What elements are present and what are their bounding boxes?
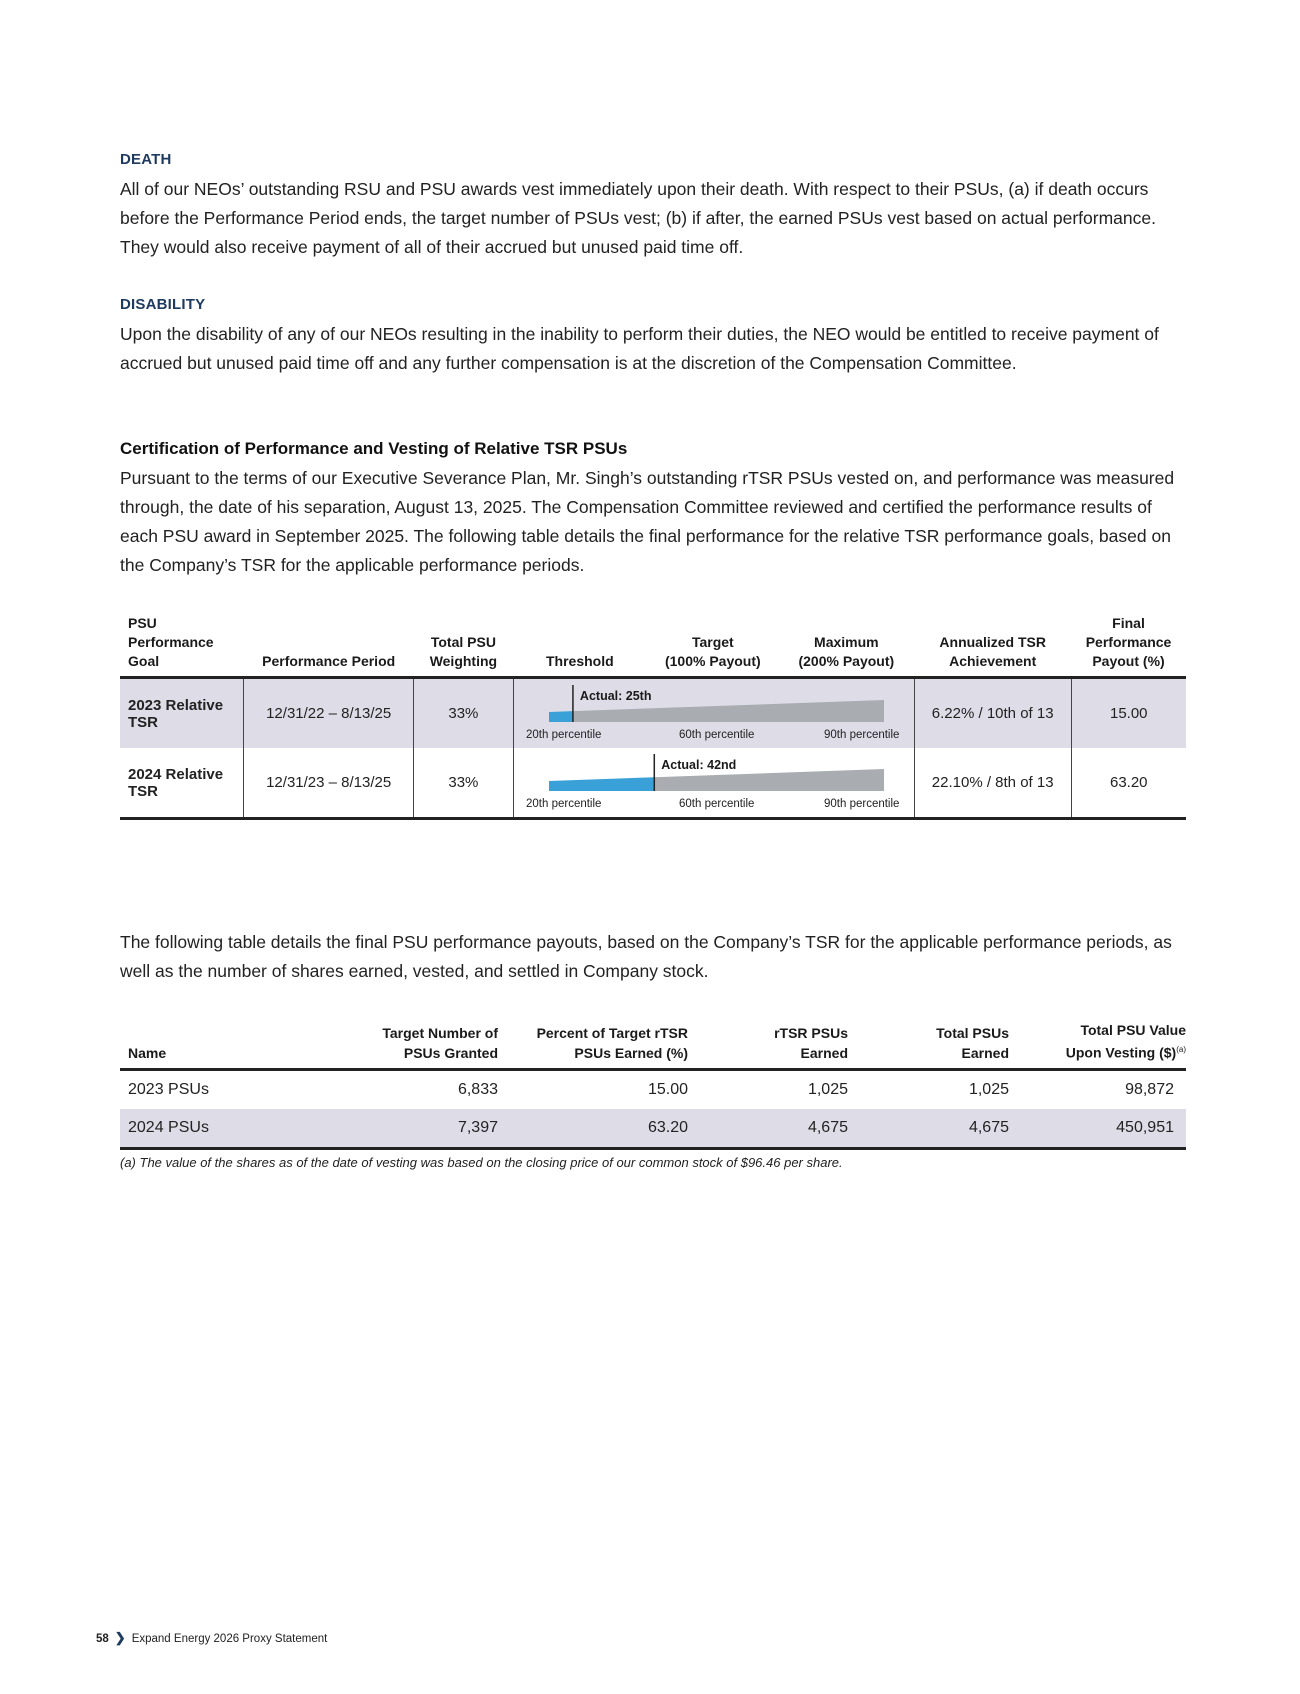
death-heading: DEATH xyxy=(120,151,172,168)
period-cell: 12/31/22 – 8/13/25 xyxy=(244,678,414,749)
perf-header-row xyxy=(120,614,1186,678)
header-payout: Final Performance Payout (%) xyxy=(1071,614,1186,678)
header-total-earned: Total PSUs Earned xyxy=(860,1020,1021,1069)
percentile-chart-cell xyxy=(513,678,914,749)
actual-label: Actual: 25th xyxy=(579,689,652,703)
certification-heading: Certification of Performance and Vesting of Relative TSR PSUs xyxy=(120,439,628,458)
percent-cell: 15.00 xyxy=(647,1080,688,1098)
chevron-right-icon: ❯ xyxy=(114,1630,126,1645)
scale-label: 60th percentile xyxy=(678,798,755,810)
header-achievement: Annualized TSR Achievement xyxy=(914,614,1071,678)
percentile-chart xyxy=(514,748,914,817)
footer-title: Expand Energy 2026 Proxy Statement xyxy=(131,1633,328,1645)
header-target: Target (100% Payout) xyxy=(664,634,761,669)
header-weighting: Total PSU Weighting xyxy=(413,614,513,678)
footnote: (a) The value of the shares as of the date of vesting was based on the closing price of our common stock of $96.46 per share. xyxy=(120,1155,843,1170)
scale-label: 20th percentile xyxy=(525,729,602,741)
disability-paragraph: Upon the disability of any of our NEOs resulting in the inability to perform their duties, the NEO would be entitled to receive payment of accrued but unused paid time off and any further compensation is at the discretion of the Compensation Committee. xyxy=(120,324,1159,373)
payout-cell: 63.20 xyxy=(1071,748,1186,819)
target-cell: 7,397 xyxy=(340,1109,510,1149)
header-threshold: Threshold xyxy=(546,653,614,669)
perf-row-2023 xyxy=(120,678,1186,749)
header-name: Name xyxy=(120,1020,340,1069)
name-cell: 2024 PSUs xyxy=(120,1109,340,1149)
header-total-value: Total PSU Value Upon Vesting ($)$^{(a)}$ xyxy=(1021,1020,1186,1069)
page-footer xyxy=(96,1630,327,1646)
goal-cell: 2024 Relative TSR xyxy=(120,748,244,819)
rtsr-cell: 4,675 xyxy=(700,1109,860,1149)
actual-label: Actual: 42nd xyxy=(661,758,737,772)
header-percent-earned: Percent of Target rTSR PSUs Earned (%) xyxy=(510,1020,700,1069)
actual-bar xyxy=(549,711,573,722)
header-goal: PSU Performance Goal xyxy=(120,614,244,678)
scale-label: 20th percentile xyxy=(525,798,602,810)
header-scale xyxy=(513,614,914,678)
value-cell: 450,951 xyxy=(1021,1109,1186,1149)
header-maximum: Maximum (200% Payout) xyxy=(798,634,895,669)
footnote-marker: (a) xyxy=(1176,1045,1186,1054)
disability-heading: DISABILITY xyxy=(120,296,206,313)
scale-label: 60th percentile xyxy=(678,729,755,741)
percentile-chart xyxy=(514,679,914,748)
total-cell: 4,675 xyxy=(860,1109,1021,1149)
weighting-cell: 33% xyxy=(413,748,513,819)
page-number: 58 xyxy=(96,1633,109,1645)
rtsr-cell: 1,025 xyxy=(807,1080,848,1098)
percentile-chart-cell xyxy=(513,748,914,819)
achievement-cell: 22.10% / 8th of 13 xyxy=(914,748,1071,819)
name-cell: 2023 PSUs xyxy=(128,1080,209,1098)
payout-cell: 15.00 xyxy=(1071,678,1186,749)
certification-paragraph: Pursuant to the terms of our Executive Severance Plan, Mr. Singh’s outstanding rTSR PSUs vested on, and performance was measured through, the date of his separation, August 13, 2025. The Compensation Committee reviewed and certified the performance results of each PSU award in September 2025. The following table details the final performance for the relative TSR performance goals, based on the Company’s TSR for the applicable performance periods. xyxy=(120,468,1175,575)
weighting-cell: 33% xyxy=(413,678,513,749)
death-paragraph: All of our NEOs’ outstanding RSU and PSU awards vest immediately upon their death. With respect to their PSUs, (a) if death occurs before the Performance Period ends, the target number of PSUs vest; (b) if after, the earned PSUs vest based on actual performance. They would also receive payment of all of their accrued but unused paid time off. xyxy=(120,179,1156,257)
header-target-number: Target Number of PSUs Granted xyxy=(340,1020,510,1069)
actual-bar xyxy=(549,777,654,791)
scale-label: 90th percentile xyxy=(823,798,900,810)
scale-bar xyxy=(573,700,884,722)
period-cell: 12/31/23 – 8/13/25 xyxy=(244,748,414,819)
payout-row-2023 xyxy=(120,1069,1186,1109)
total-cell: 1,025 xyxy=(968,1080,1009,1098)
header-rtsr-earned: rTSR PSUs Earned xyxy=(700,1020,860,1069)
scale-label: 90th percentile xyxy=(823,729,900,741)
goal-cell: 2023 Relative TSR xyxy=(120,678,244,749)
psu-performance-table xyxy=(120,614,1186,820)
achievement-cell: 6.22% / 10th of 13 xyxy=(914,678,1071,749)
scale-bar xyxy=(654,769,884,791)
psu-payout-table xyxy=(120,1020,1186,1150)
payout-row-2024 xyxy=(120,1109,1186,1149)
perf-row-2024 xyxy=(120,748,1186,819)
payout-intro-paragraph: The following table details the final PSU performance payouts, based on the Company’s TSR for the applicable performance periods, as well as the number of shares earned, vested, and settled in Company stock. xyxy=(120,932,1172,981)
header-period: Performance Period xyxy=(244,614,414,678)
percent-cell: 63.20 xyxy=(510,1109,700,1149)
value-cell: 98,872 xyxy=(1125,1080,1174,1098)
payout-header-row xyxy=(120,1020,1186,1069)
target-cell: 6,833 xyxy=(457,1080,498,1098)
